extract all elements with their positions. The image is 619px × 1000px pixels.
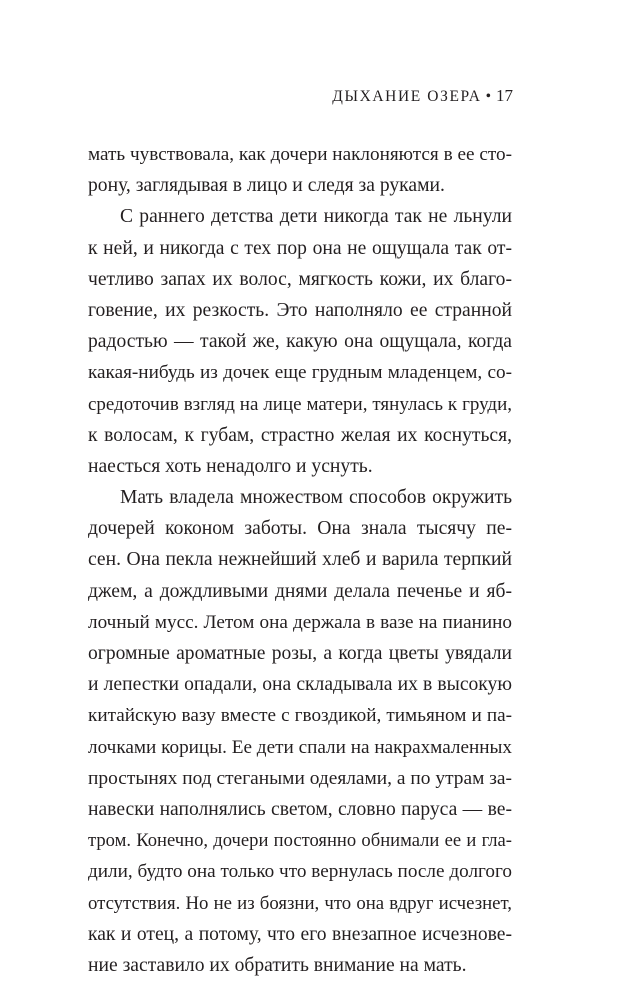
text-line: отсутствия. Но не из боязни, что она вдруг исчезнет, bbox=[88, 892, 512, 914]
text-line: огромные ароматные розы, а когда цветы увядали bbox=[88, 643, 512, 664]
text-line: к ней, и никогда с тех пор она не ощущала так от- bbox=[88, 237, 512, 259]
text-line: говение, их резкость. Это наполняло ее странной bbox=[88, 299, 512, 321]
text-line: к волосам, к губам, страстно желая их коснуться, bbox=[88, 424, 512, 446]
text-line: и лепестки опадали, она складывала их в высокую bbox=[88, 674, 512, 696]
text-line: средоточив взгляд на лице матери, тянулась к груди, bbox=[88, 393, 512, 415]
text-line: навески наполнялись светом, словно паруса — ве- bbox=[88, 798, 512, 820]
page-number: 17 bbox=[496, 86, 513, 105]
text-line: лочками корицы. Ее дети спали на накрахмаленных bbox=[88, 736, 512, 758]
text-line: какая-нибудь из дочек еще грудным младенцем, со- bbox=[88, 362, 512, 384]
text-line: джем, а дождливыми днями делала печенье и яб- bbox=[88, 580, 512, 602]
text-line: дили, будто она только что вернулась после долгого bbox=[88, 861, 512, 883]
running-head bbox=[332, 86, 513, 107]
text-line: мать чувствовала, как дочери наклоняются в ее сто- bbox=[88, 144, 512, 165]
text-line: китайскую вазу вместе с гвоздикой, тимьяном и па- bbox=[88, 705, 512, 727]
text-line: дочерей коконом заботы. Она знала тысячу пе- bbox=[88, 518, 512, 540]
text-line: С раннего детства дети никогда так не льнули bbox=[120, 206, 512, 228]
text-line: четливо запах их волос, мягкость кожи, их благо- bbox=[88, 268, 512, 290]
text-line: сен. Она пекла нежнейший хлеб и варила терпкий bbox=[88, 549, 512, 571]
text-line: рону, заглядывая в лицо и следя за руками. bbox=[88, 175, 445, 197]
running-head-separator: • bbox=[485, 88, 491, 105]
text-line: радостью — такой же, какую она ощущала, когда bbox=[88, 331, 512, 353]
running-head-title: ДЫХАНИЕ ОЗЕРА bbox=[332, 88, 482, 105]
text-line: Мать владела множеством способов окружить bbox=[120, 487, 512, 509]
text-line: наесться хоть ненадолго и уснуть. bbox=[88, 455, 373, 477]
text-line: ние заставило их обратить внимание на мать. bbox=[88, 954, 467, 976]
text-line: как и отец, а потому, что его внезапное исчезнове- bbox=[88, 923, 512, 945]
text-line: тром. Конечно, дочери постоянно обнимали ее и гла- bbox=[88, 830, 512, 852]
text-line: лочный мусс. Летом она держала в вазе на пианино bbox=[88, 611, 512, 633]
body-text bbox=[88, 139, 512, 981]
text-line: простынях под стегаными одеялами, а по утрам за- bbox=[88, 767, 512, 789]
